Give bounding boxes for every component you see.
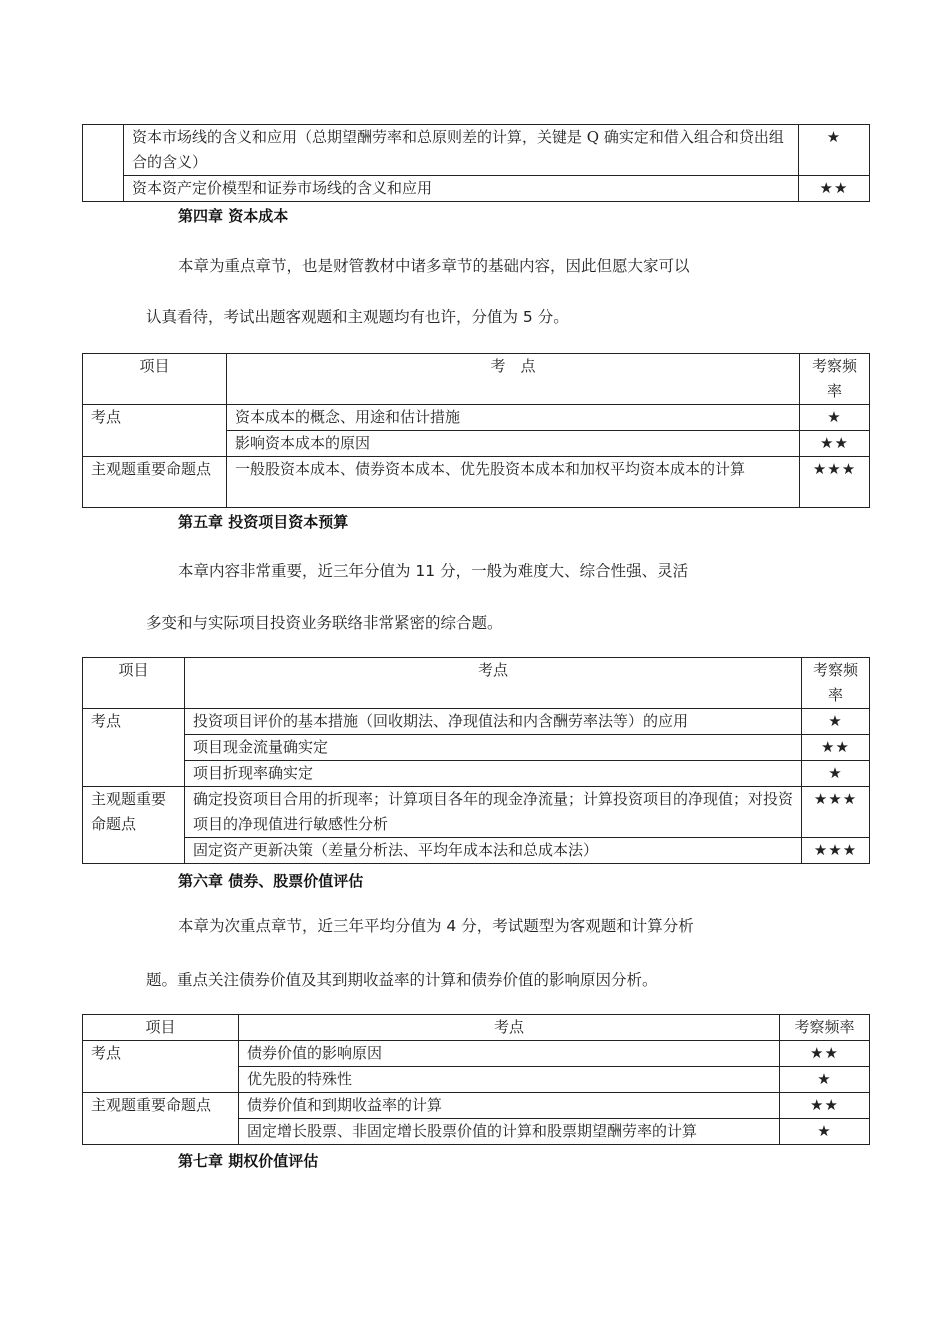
exam-point-cell: 固定资产更新决策（差量分析法、平均年成本法和总成本法） xyxy=(185,838,802,864)
frequency-stars: ★★ xyxy=(802,735,870,761)
table-row xyxy=(83,1041,870,1067)
exam-point-cell: 资本成本的概念、用途和估计措施 xyxy=(227,405,800,431)
header-item: 项目 xyxy=(83,658,185,709)
frequency-stars: ★ xyxy=(780,1119,870,1145)
exam-point-cell: 固定增长股票、非固定增长股票价值的计算和股票期望酬劳率的计算 xyxy=(239,1119,780,1145)
exam-point-cell: 债券价值的影响原因 xyxy=(239,1041,780,1067)
header-exam-point: 考点 xyxy=(239,1015,780,1041)
group-label-exam-point: 考点 xyxy=(83,709,185,787)
chapter-7-heading: 第七章 期权价值评估 xyxy=(178,1152,319,1170)
header-item: 项目 xyxy=(83,354,227,405)
header-exam-point: 考 点 xyxy=(227,354,800,405)
group-label-exam-point: 考点 xyxy=(83,405,227,457)
exam-point-cell: 债券价值和到期收益率的计算 xyxy=(239,1093,780,1119)
chapter-5-paragraph-line-1: 本章内容非常重要，近三年分值为 11 分，一般为难度大、综合性强、灵活 xyxy=(178,562,689,580)
table-row xyxy=(83,405,870,431)
group-label-subjective: 主观题重要命题点 xyxy=(83,787,185,864)
table-row xyxy=(83,761,870,787)
exam-point-cell: 优先股的特殊性 xyxy=(239,1067,780,1093)
table-row xyxy=(83,735,870,761)
table-row xyxy=(83,457,870,508)
frequency-stars: ★ xyxy=(802,761,870,787)
frequency-stars: ★★★ xyxy=(800,457,870,508)
chapter-4-paragraph-line-2: 认真看待，考试出题客观题和主观题均有也许，分值为 5 分。 xyxy=(146,308,569,326)
table-ch6 xyxy=(82,1014,870,1145)
table-header-row xyxy=(83,658,870,709)
frequency-stars: ★ xyxy=(799,125,870,176)
exam-point-cell: 资本市场线的含义和应用（总期望酬劳率和总原则差的计算，关键是 Q 确实定和借入组合和贷出组合的含义） xyxy=(124,125,799,176)
exam-point-cell: 一般股资本成本、债券资本成本、优先股资本成本和加权平均资本成本的计算 xyxy=(227,457,800,508)
exam-point-cell: 确定投资项目合用的折现率；计算项目各年的现金净流量；计算投资项目的净现值；对投资项目的净现值进行敏感性分析 xyxy=(185,787,802,838)
exam-point-cell: 项目折现率确实定 xyxy=(185,761,802,787)
frequency-stars: ★ xyxy=(802,709,870,735)
table-row xyxy=(83,787,870,838)
chapter-5-heading: 第五章 投资项目资本预算 xyxy=(178,513,349,531)
table-row xyxy=(83,709,870,735)
frequency-stars: ★★ xyxy=(799,176,870,202)
frequency-stars: ★ xyxy=(780,1067,870,1093)
table-row xyxy=(83,838,870,864)
table-header-row xyxy=(83,354,870,405)
group-label-subjective: 主观题重要命题点 xyxy=(83,457,227,508)
table-header-row xyxy=(83,1015,870,1041)
exam-point-cell: 影响资本成本的原因 xyxy=(227,431,800,457)
table-row xyxy=(83,176,870,202)
chapter-6-paragraph-line-1: 本章为次重点章节，近三年平均分值为 4 分，考试题型为客观题和计算分析 xyxy=(178,917,694,935)
chapter-6-paragraph-line-2: 题。重点关注债券价值及其到期收益率的计算和债券价值的影响原因分析。 xyxy=(146,971,658,989)
frequency-stars: ★★ xyxy=(780,1041,870,1067)
group-label-exam-point: 考点 xyxy=(83,1041,239,1093)
header-frequency: 考察频率 xyxy=(780,1015,870,1041)
chapter-4-heading: 第四章 资本成本 xyxy=(178,207,289,225)
header-frequency: 考察频率 xyxy=(802,658,870,709)
frequency-stars: ★★★ xyxy=(802,787,870,838)
exam-point-cell: 项目现金流量确实定 xyxy=(185,735,802,761)
table-ch3-continuation xyxy=(82,124,870,202)
header-exam-point: 考点 xyxy=(185,658,802,709)
table-ch4 xyxy=(82,353,870,508)
frequency-stars: ★★★ xyxy=(802,838,870,864)
frequency-stars: ★ xyxy=(800,405,870,431)
table-row xyxy=(83,1093,870,1119)
frequency-stars: ★★ xyxy=(800,431,870,457)
frequency-stars: ★★ xyxy=(780,1093,870,1119)
header-item: 项目 xyxy=(83,1015,239,1041)
exam-point-cell: 投资项目评价的基本措施（回收期法、净现值法和内含酬劳率法等）的应用 xyxy=(185,709,802,735)
table-ch5 xyxy=(82,657,870,864)
chapter-6-heading: 第六章 债券、股票价值评估 xyxy=(178,872,364,890)
group-label-subjective: 主观题重要命题点 xyxy=(83,1093,239,1145)
header-frequency: 考察频率 xyxy=(800,354,870,405)
exam-point-cell: 资本资产定价模型和证券市场线的含义和应用 xyxy=(124,176,799,202)
group-cell-empty xyxy=(83,125,124,202)
chapter-5-paragraph-line-2: 多变和与实际项目投资业务联络非常紧密的综合题。 xyxy=(146,614,503,632)
chapter-4-paragraph-line-1: 本章为重点章节，也是财管教材中诸多章节的基础内容，因此但愿大家可以 xyxy=(178,257,690,275)
table-row xyxy=(83,125,870,176)
